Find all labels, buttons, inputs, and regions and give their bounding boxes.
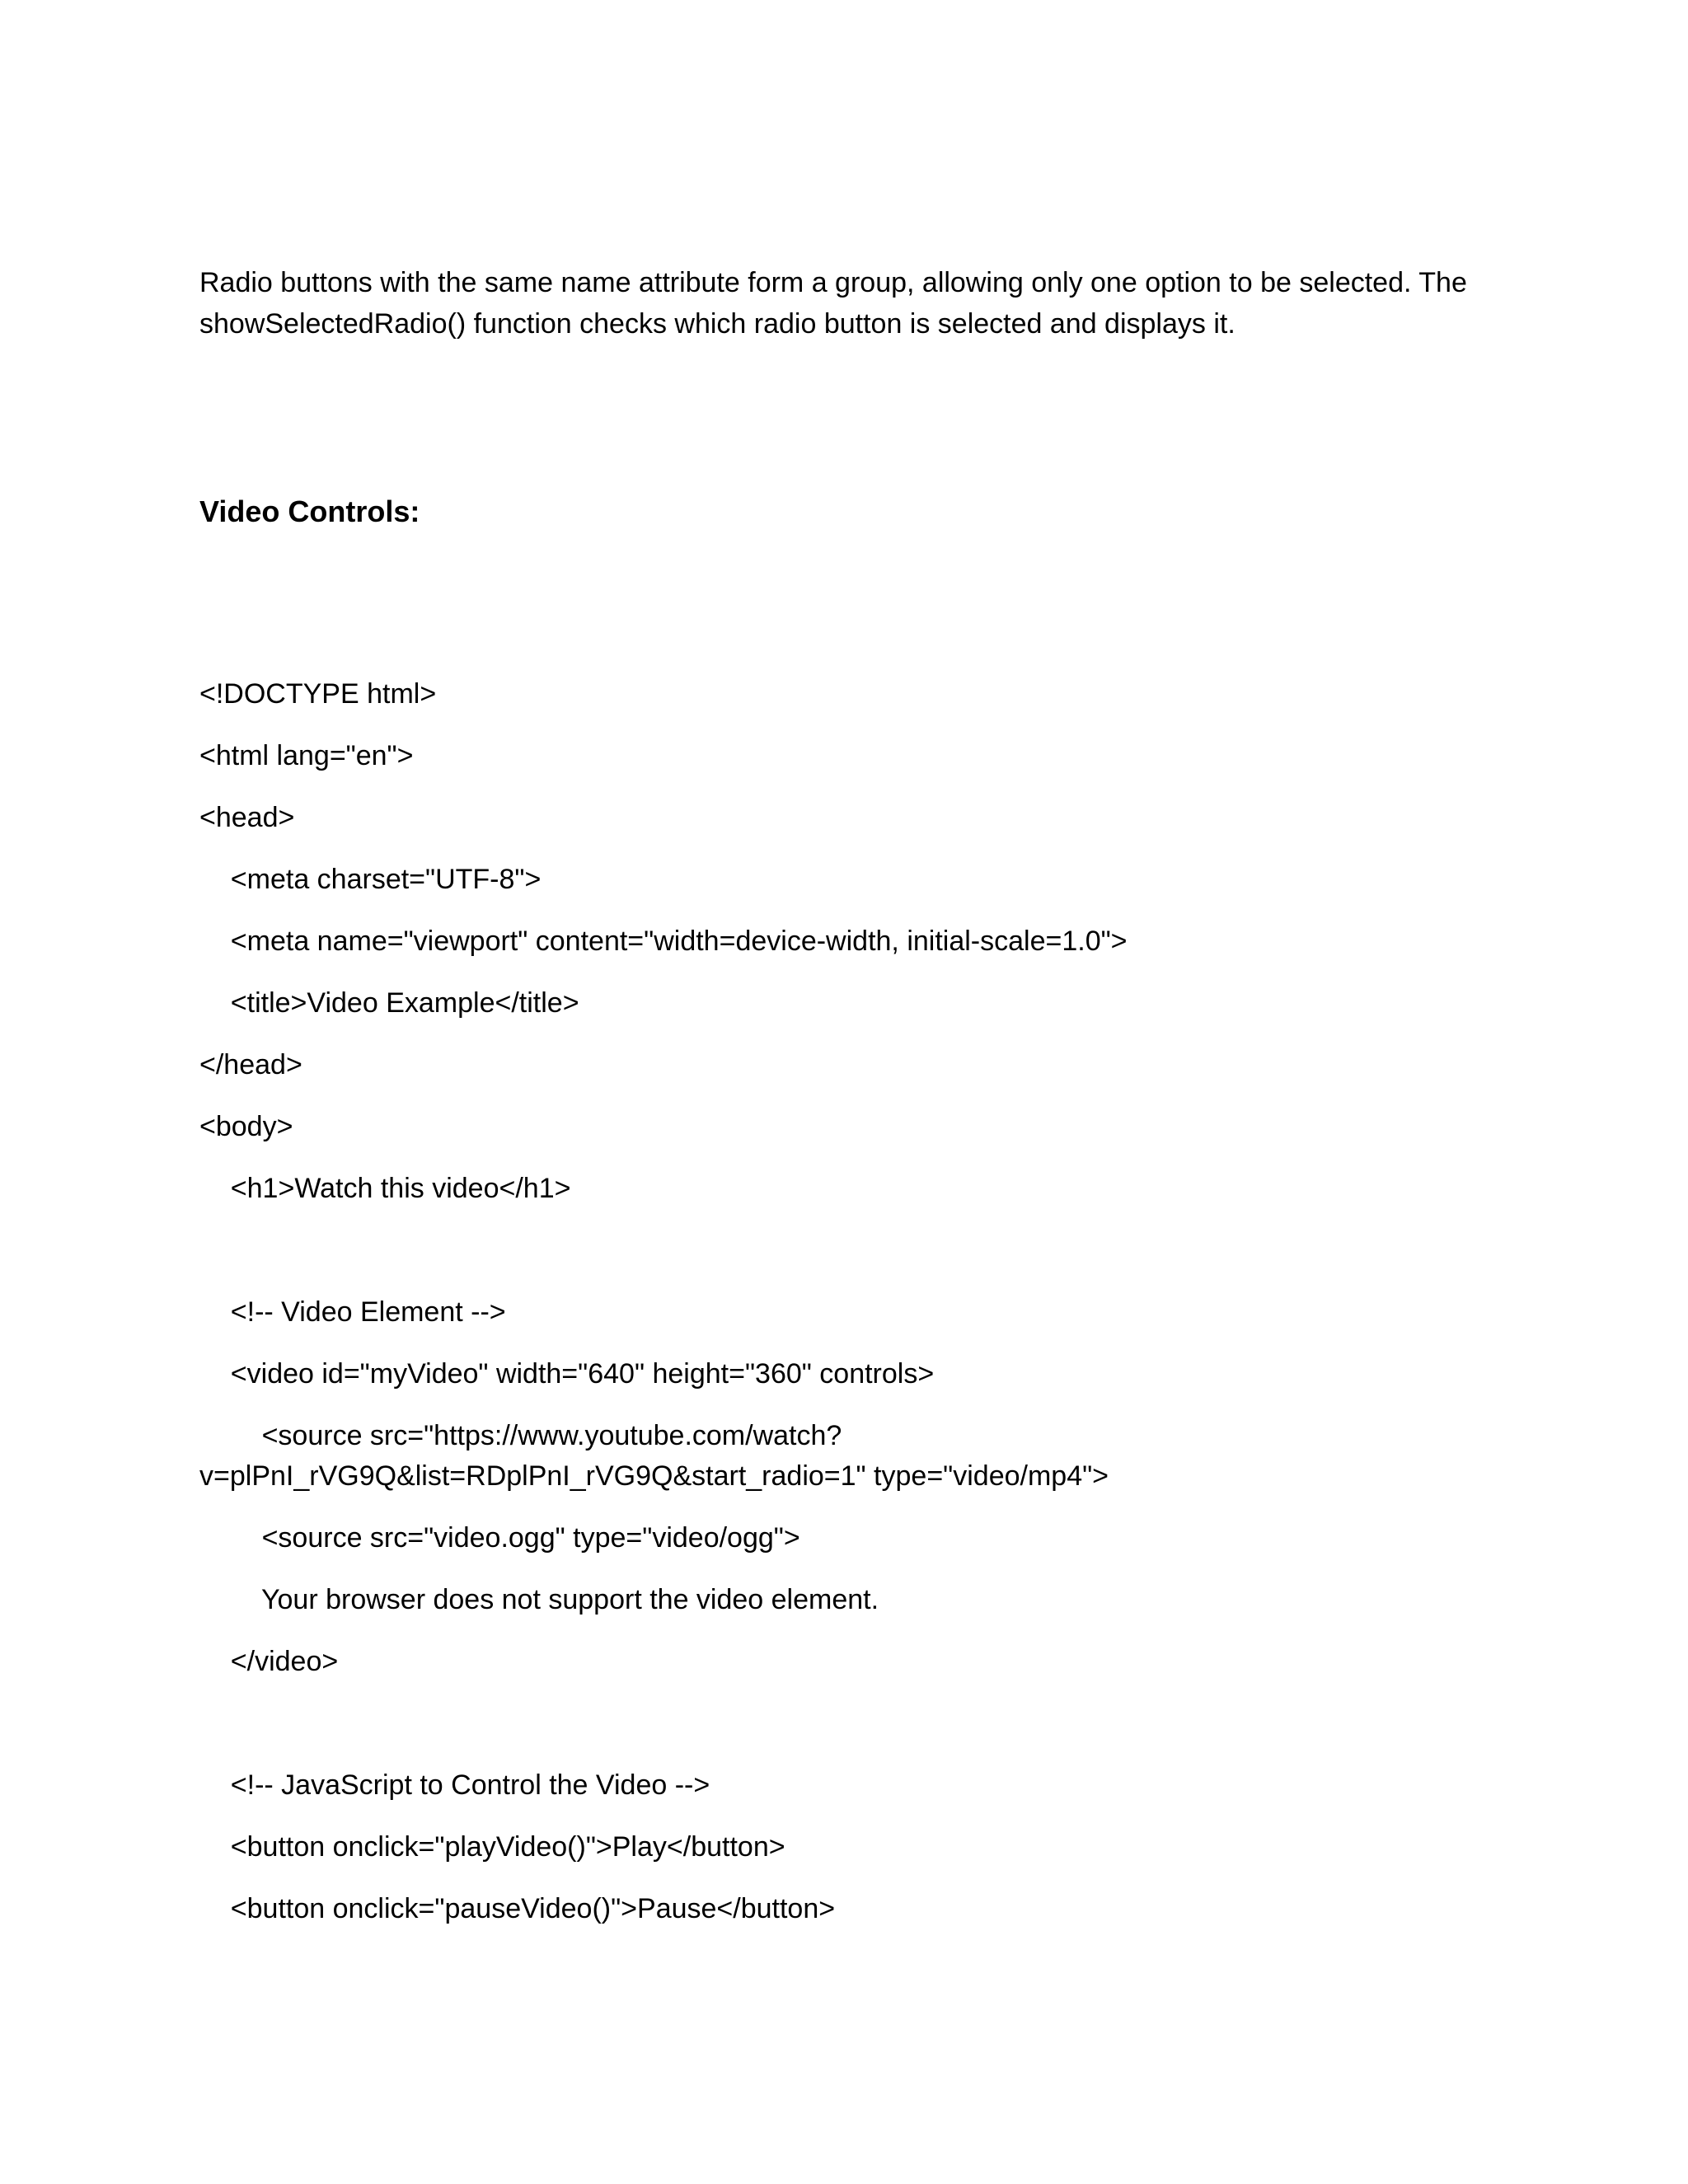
code-line: <!-- JavaScript to Control the Video --> <box>199 1769 710 1801</box>
code-line: </head> <box>199 1049 302 1080</box>
intro-line-1: Radio buttons with the same name attribute form a group, allowing only one option to be selected. The <box>199 267 1467 298</box>
code-line: <!DOCTYPE html> <box>199 678 437 710</box>
code-line: <head> <box>199 802 295 833</box>
code-line: <h1>Watch this video</h1> <box>199 1173 571 1204</box>
code-line: <body> <box>199 1111 293 1142</box>
code-line: <title>Video Example</title> <box>199 987 579 1019</box>
code-line: <source src="video.ogg" type="video/ogg"> <box>199 1522 800 1554</box>
section-heading: Video Controls: <box>199 494 420 528</box>
code-line: v=plPnI_rVG9Q&list=RDplPnI_rVG9Q&start_radio=1" type="video/mp4"> <box>199 1460 1109 1492</box>
code-line: <video id="myVideo" width="640" height="360" controls> <box>199 1358 935 1390</box>
code-line: Your browser does not support the video element. <box>199 1584 879 1615</box>
code-line: </video> <box>199 1646 339 1677</box>
intro-line-2: showSelectedRadio() function checks which radio button is selected and displays it. <box>199 308 1236 340</box>
intro-paragraph <box>199 262 1518 344</box>
code-line: <!-- Video Element --> <box>199 1296 506 1328</box>
code-line: <button onclick="playVideo()">Play</button> <box>199 1831 785 1863</box>
code-line: <source src="https://www.youtube.com/watch? <box>199 1420 842 1451</box>
code-line: <meta charset="UTF-8"> <box>199 864 542 895</box>
code-line: <button onclick="pauseVideo()">Pause</button> <box>199 1893 836 1924</box>
code-line: <meta name="viewport" content="width=device-width, initial-scale=1.0"> <box>199 926 1128 957</box>
code-line: <html lang="en"> <box>199 740 414 771</box>
